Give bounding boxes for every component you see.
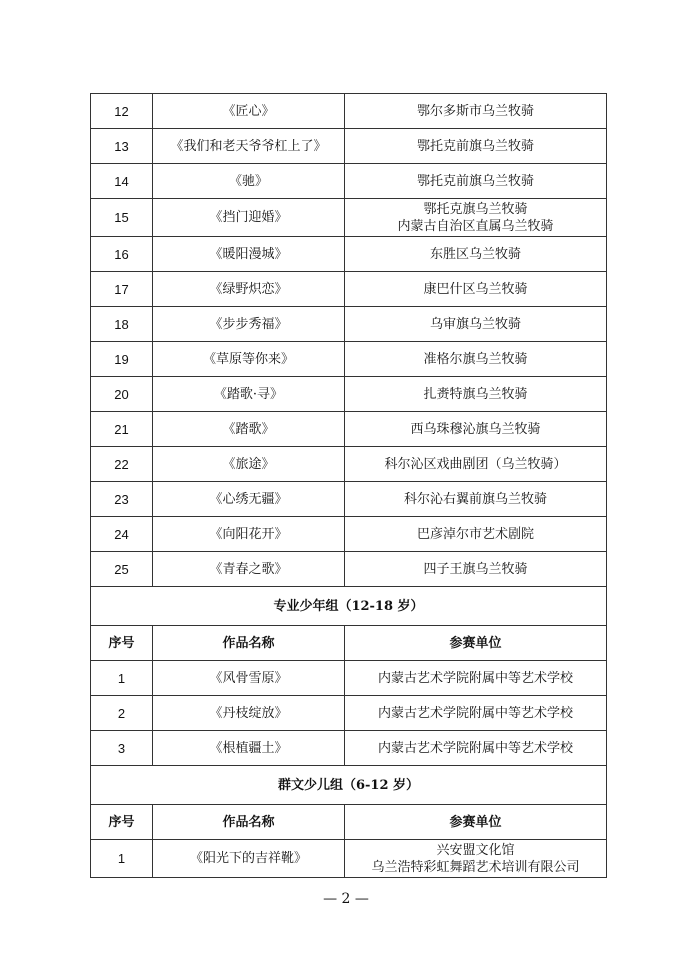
column-header-row bbox=[91, 626, 607, 661]
row-number: 19 bbox=[91, 342, 153, 377]
participating-unit: 内蒙古艺术学院附属中等艺术学校 bbox=[345, 696, 607, 731]
header-unit: 参赛单位 bbox=[345, 626, 607, 661]
participating-unit: 内蒙古艺术学院附属中等艺术学校 bbox=[345, 661, 607, 696]
participating-unit: 准格尔旗乌兰牧骑 bbox=[345, 342, 607, 377]
table-row bbox=[91, 129, 607, 164]
page-number: — 2 — bbox=[323, 891, 369, 907]
award-list-table bbox=[90, 93, 607, 878]
row-number: 17 bbox=[91, 272, 153, 307]
row-number: 22 bbox=[91, 447, 153, 482]
section-heading-row bbox=[91, 766, 607, 805]
participating-unit: 鄂尔多斯市乌兰牧骑 bbox=[345, 94, 607, 129]
participating-unit: 科尔沁区戏曲剧团（乌兰牧骑） bbox=[345, 447, 607, 482]
table-row bbox=[91, 342, 607, 377]
header-no: 序号 bbox=[91, 626, 153, 661]
work-title: 《步步秀福》 bbox=[153, 307, 345, 342]
participating-unit: 鄂托克旗乌兰牧骑 内蒙古自治区直属乌兰牧骑 bbox=[345, 199, 607, 237]
work-title: 《根植疆土》 bbox=[153, 731, 345, 766]
work-title: 《我们和老天爷爷杠上了》 bbox=[153, 129, 345, 164]
work-title: 《踏歌》 bbox=[153, 412, 345, 447]
row-number: 2 bbox=[91, 696, 153, 731]
header-unit: 参赛单位 bbox=[345, 805, 607, 840]
row-number: 15 bbox=[91, 199, 153, 237]
section-title-pro: 专业少年组（12-18 岁） bbox=[91, 587, 607, 626]
work-title: 《丹枝绽放》 bbox=[153, 696, 345, 731]
participating-unit: 扎赉特旗乌兰牧骑 bbox=[345, 377, 607, 412]
work-title: 《阳光下的吉祥靴》 bbox=[153, 840, 345, 878]
participating-unit: 内蒙古艺术学院附属中等艺术学校 bbox=[345, 731, 607, 766]
row-number: 23 bbox=[91, 482, 153, 517]
column-header-row bbox=[91, 805, 607, 840]
work-title: 《心绣无疆》 bbox=[153, 482, 345, 517]
participating-unit: 巴彦淖尔市艺术剧院 bbox=[345, 517, 607, 552]
work-title: 《踏歌·寻》 bbox=[153, 377, 345, 412]
table-row bbox=[91, 731, 607, 766]
work-title: 《旅途》 bbox=[153, 447, 345, 482]
table-row bbox=[91, 661, 607, 696]
table-row bbox=[91, 199, 607, 237]
row-number: 21 bbox=[91, 412, 153, 447]
table-row bbox=[91, 272, 607, 307]
row-number: 20 bbox=[91, 377, 153, 412]
table-row bbox=[91, 696, 607, 731]
work-title: 《草原等你来》 bbox=[153, 342, 345, 377]
participating-unit: 乌审旗乌兰牧骑 bbox=[345, 307, 607, 342]
work-title: 《风骨雪原》 bbox=[153, 661, 345, 696]
participating-unit: 东胜区乌兰牧骑 bbox=[345, 237, 607, 272]
participating-unit: 康巴什区乌兰牧骑 bbox=[345, 272, 607, 307]
row-number: 14 bbox=[91, 164, 153, 199]
row-number: 16 bbox=[91, 237, 153, 272]
section-title-mass: 群文少儿组（6-12 岁） bbox=[91, 766, 607, 805]
work-title: 《挡门迎婚》 bbox=[153, 199, 345, 237]
table-row bbox=[91, 447, 607, 482]
row-number: 18 bbox=[91, 307, 153, 342]
participating-unit: 四子王旗乌兰牧骑 bbox=[345, 552, 607, 587]
table-row bbox=[91, 552, 607, 587]
row-number: 24 bbox=[91, 517, 153, 552]
row-number: 12 bbox=[91, 94, 153, 129]
row-number: 1 bbox=[91, 840, 153, 878]
row-number: 3 bbox=[91, 731, 153, 766]
participating-unit: 兴安盟文化馆 乌兰浩特彩虹舞蹈艺术培训有限公司 bbox=[345, 840, 607, 878]
table-row bbox=[91, 412, 607, 447]
table-row bbox=[91, 307, 607, 342]
header-title: 作品名称 bbox=[153, 805, 345, 840]
work-title: 《青春之歌》 bbox=[153, 552, 345, 587]
participating-unit: 科尔沁右翼前旗乌兰牧骑 bbox=[345, 482, 607, 517]
table-row bbox=[91, 164, 607, 199]
row-number: 25 bbox=[91, 552, 153, 587]
work-title: 《匠心》 bbox=[153, 94, 345, 129]
header-no: 序号 bbox=[91, 805, 153, 840]
participating-unit: 西乌珠穆沁旗乌兰牧骑 bbox=[345, 412, 607, 447]
table-row bbox=[91, 482, 607, 517]
table-row bbox=[91, 377, 607, 412]
header-title: 作品名称 bbox=[153, 626, 345, 661]
section-heading-row bbox=[91, 587, 607, 626]
table-row bbox=[91, 94, 607, 129]
row-number: 1 bbox=[91, 661, 153, 696]
work-title: 《向阳花开》 bbox=[153, 517, 345, 552]
row-number: 13 bbox=[91, 129, 153, 164]
table-row bbox=[91, 840, 607, 878]
participating-unit: 鄂托克前旗乌兰牧骑 bbox=[345, 164, 607, 199]
table-row bbox=[91, 237, 607, 272]
table-row bbox=[91, 517, 607, 552]
work-title: 《绿野炽恋》 bbox=[153, 272, 345, 307]
work-title: 《暖阳漫城》 bbox=[153, 237, 345, 272]
participating-unit: 鄂托克前旗乌兰牧骑 bbox=[345, 129, 607, 164]
work-title: 《驰》 bbox=[153, 164, 345, 199]
